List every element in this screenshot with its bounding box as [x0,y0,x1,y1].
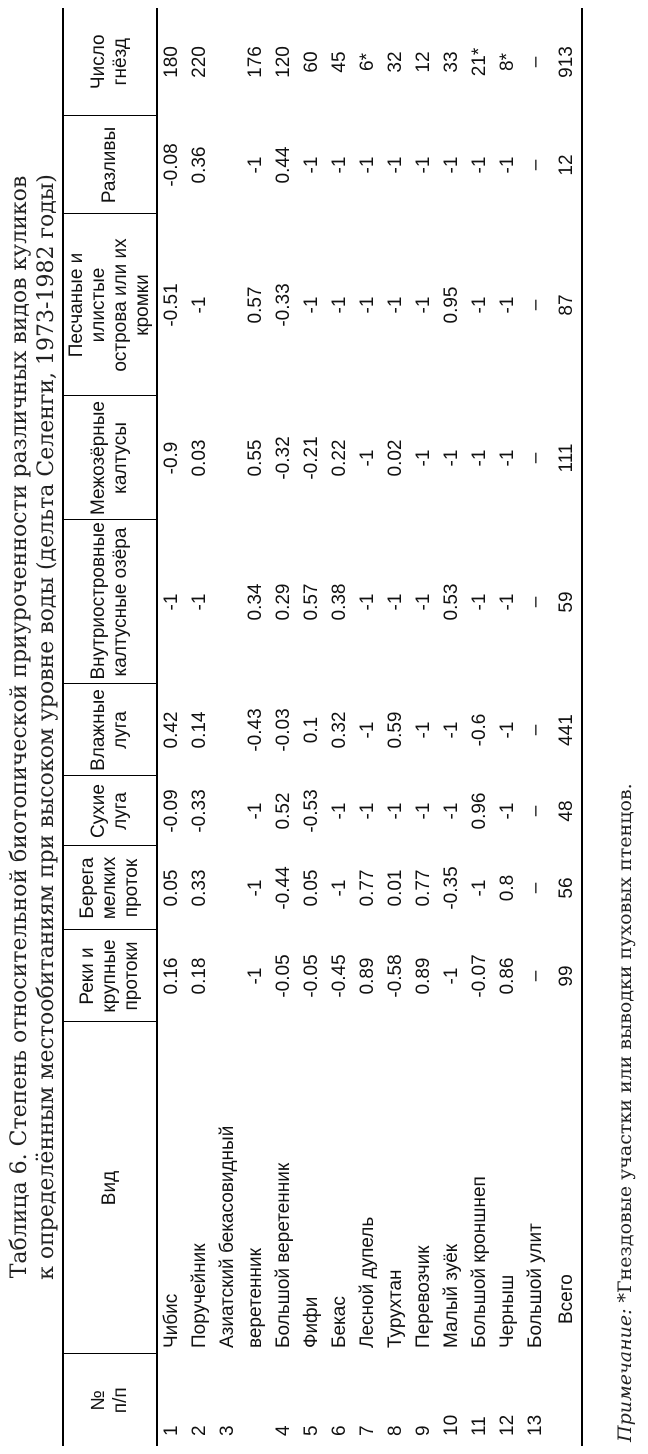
cell: -0.43 [245,708,266,752]
total-cell: 12 [550,116,582,214]
cell: – [525,452,546,464]
cell: – [525,159,546,171]
cell: -1 [245,802,266,820]
cell: 180 [161,46,182,78]
species-name: Большой улит [525,1223,546,1348]
cell: 0.77 [413,869,434,907]
row-num: 4 [273,1425,294,1436]
cell: -1 [497,721,518,739]
cell: -1 [301,296,322,314]
cell: 0.14 [189,711,210,749]
cell: 0.33 [189,869,210,907]
row-num: 5 [301,1425,322,1436]
cell: 220 [189,46,210,78]
species-name: Малый зуёк [441,1243,462,1348]
cell: 0.89 [413,957,434,995]
cell: 0.53 [441,583,462,621]
header-islands: Песчаные и илистые острова или их кромки [63,214,157,396]
species-name: Азиатский бекасовидный [217,1125,238,1348]
table-row [270,8,298,1446]
cell: -1 [497,156,518,174]
cell: – [525,724,546,736]
cell: -1 [385,593,406,611]
cell: 60 [301,51,322,73]
cell: -0.35 [441,866,462,910]
row-num: 12 [497,1414,518,1436]
cell: 0.36 [189,146,210,184]
cell: -1 [469,593,490,611]
cell: -0.09 [161,789,182,833]
header-row [63,8,157,1446]
cell [214,846,242,930]
cell [214,214,242,396]
table-row [382,8,410,1446]
total-cell: 48 [550,776,582,846]
cell: -0.9 [161,441,182,475]
species-name: Большой веретенник [273,1162,294,1348]
table-row [298,8,326,1446]
cell: -1 [441,802,462,820]
row-num [242,1354,270,1446]
table-row [494,8,522,1446]
cell: -1 [469,156,490,174]
cell: -1 [413,593,434,611]
table-row [354,8,382,1446]
cell: -1 [385,802,406,820]
cell: 0.8 [497,874,518,902]
cell [214,396,242,520]
row-num: 1 [161,1425,182,1436]
row-num: 9 [413,1425,434,1436]
cell: -1 [385,296,406,314]
total-cell: 111 [550,396,582,520]
cell: -1 [441,449,462,467]
cell: -1 [441,967,462,985]
cell: -1 [301,156,322,174]
cell: -0.05 [301,954,322,998]
total-cell: 99 [550,930,582,1022]
cell: -1 [329,156,350,174]
cell: 176 [245,46,266,78]
cell: – [525,970,546,982]
cell [214,684,242,776]
cell: -1 [497,449,518,467]
table-row [157,8,186,1446]
cell: -0.33 [189,789,210,833]
header-num: № п/п [63,1354,157,1446]
table-row [410,8,438,1446]
cell: -1 [189,593,210,611]
header-kaltus: Межозёрные калтусы [63,396,157,520]
cell: 32 [385,51,406,73]
table-row [186,8,214,1446]
cell: -1 [441,156,462,174]
cell: -1 [497,296,518,314]
species-name: Бекас [329,1296,350,1348]
table-body [157,8,582,1446]
cell: -0.03 [273,708,294,752]
cell: -1 [385,156,406,174]
cell: -1 [357,721,378,739]
cell: -1 [357,156,378,174]
cell: -1 [413,721,434,739]
species-name: Черныш [497,1274,518,1348]
row-num: 6 [329,1425,350,1436]
cell: 120 [273,46,294,78]
header-floods: Разливы [63,116,157,214]
total-cell: 56 [550,846,582,930]
total-cell: 87 [550,214,582,396]
cell: -1 [245,879,266,897]
header-nests: Число гнёзд [63,8,157,116]
cell: -1 [357,593,378,611]
caption-line-2: к определённым местообитаниям при высоком уровне воды (дельта Селенги, 1973-1982 годы) [34,174,59,1280]
cell: -0.58 [385,954,406,998]
cell: -1 [357,802,378,820]
cell [214,116,242,214]
table-row [438,8,466,1446]
cell [214,776,242,846]
cell: 33 [441,51,462,73]
cell: 0.05 [161,869,182,907]
cell: -0.45 [329,954,350,998]
header-dry-meadows: Сухие луга [63,776,157,846]
cell: 0.34 [245,583,266,621]
cell: -1 [413,802,434,820]
cell: -1 [413,296,434,314]
cell: 0.95 [441,286,462,324]
table-row [214,8,242,1446]
total-label: Всего [550,1022,582,1354]
cell: – [525,882,546,894]
cell: -1 [497,593,518,611]
cell: 0.1 [301,716,322,744]
cell: 0.57 [245,286,266,324]
cell: 0.38 [329,583,350,621]
footnote-label: Примечание: [614,1308,636,1442]
cell: -0.32 [273,436,294,480]
cell: -1 [413,156,434,174]
cell: 0.52 [273,792,294,830]
cell: -1 [469,879,490,897]
cell [214,520,242,684]
species-habitat-table [62,8,583,1446]
cell: 0.18 [189,957,210,995]
footnote [614,783,636,1442]
cell: -1 [329,296,350,314]
cell: – [525,299,546,311]
species-name: Поручейник [189,1243,210,1348]
row-num: 2 [189,1425,210,1436]
cell: 6* [357,53,378,71]
cell: -1 [329,802,350,820]
table-row [522,8,550,1446]
cell: 0.86 [497,957,518,995]
species-name: Лесной дупель [357,1216,378,1348]
row-num: 10 [441,1414,462,1436]
cell: – [525,805,546,817]
cell: 0.03 [189,439,210,477]
total-cell: 441 [550,684,582,776]
cell: -0.07 [469,954,490,998]
header-species: Вид [63,1022,157,1354]
cell: -1 [441,721,462,739]
cell: 12 [413,51,434,73]
cell: 8* [497,53,518,71]
cell: 0.77 [357,869,378,907]
table-row [242,8,270,1446]
header-banks: Берега мелких проток [63,846,157,930]
cell: -1 [469,296,490,314]
cell: -1 [245,156,266,174]
table-row [326,8,354,1446]
cell: -1 [469,449,490,467]
row-num: 7 [357,1425,378,1436]
cell [214,930,242,1022]
cell: -1 [497,802,518,820]
table-row [466,8,494,1446]
cell: -0.08 [161,143,182,187]
row-num: 3 [217,1425,238,1436]
species-name: Чибис [161,1293,182,1348]
cell: 0.57 [301,583,322,621]
cell: 0.16 [161,957,182,995]
row-num: 13 [525,1414,546,1436]
cell: 0.32 [329,711,350,749]
cell: -0.53 [301,789,322,833]
cell: 0.55 [245,439,266,477]
cell: -1 [245,967,266,985]
species-name: Фифи [301,1296,322,1348]
cell: 0.89 [357,957,378,995]
footnote-text: *Гнездовые участки или выводки пуховых птенцов. [614,783,636,1309]
cell: 21* [469,47,490,77]
total-row [550,8,582,1446]
cell: 0.05 [301,869,322,907]
row-num: 11 [469,1416,490,1436]
cell: -1 [189,296,210,314]
cell: 0.59 [385,711,406,749]
cell: 0.01 [385,869,406,907]
cell: -0.33 [273,283,294,327]
header-rivers: Реки и крупные протоки [63,930,157,1022]
species-name: Большой кроншнеп [469,1176,490,1348]
cell [214,8,242,116]
total-cell: 59 [550,520,582,684]
cell: -1 [161,593,182,611]
cell: -0.44 [273,866,294,910]
cell: – [525,596,546,608]
cell: 0.22 [329,439,350,477]
table-caption [6,0,60,1454]
cell: -1 [413,449,434,467]
cell: 0.44 [273,146,294,184]
header-wet-meadows: Влажные луга [63,684,157,776]
cell: -1 [357,296,378,314]
cell: – [525,56,546,68]
cell: -0.51 [161,283,182,327]
cell: 45 [329,51,350,73]
total-cell: 913 [550,8,582,116]
header-lakes: Внутриостровные калтусные озёра [63,520,157,684]
cell: 0.29 [273,583,294,621]
total-num [550,1354,582,1446]
cell: -1 [329,879,350,897]
species-name: Перевозчик [413,1245,434,1348]
cell: 0.96 [469,792,490,830]
cell: -0.05 [273,954,294,998]
cell: -0.6 [469,713,490,747]
cell: 0.02 [385,439,406,477]
caption-line-1: Таблица 6. Степень относительной биотопической приуроченности различных видов куликов [7,175,32,1279]
species-name: веретенник [245,1248,266,1348]
cell: 0.42 [161,711,182,749]
row-num: 8 [385,1425,406,1436]
cell: -0.21 [301,436,322,480]
species-name: Турухтан [385,1269,406,1348]
cell: -1 [357,449,378,467]
